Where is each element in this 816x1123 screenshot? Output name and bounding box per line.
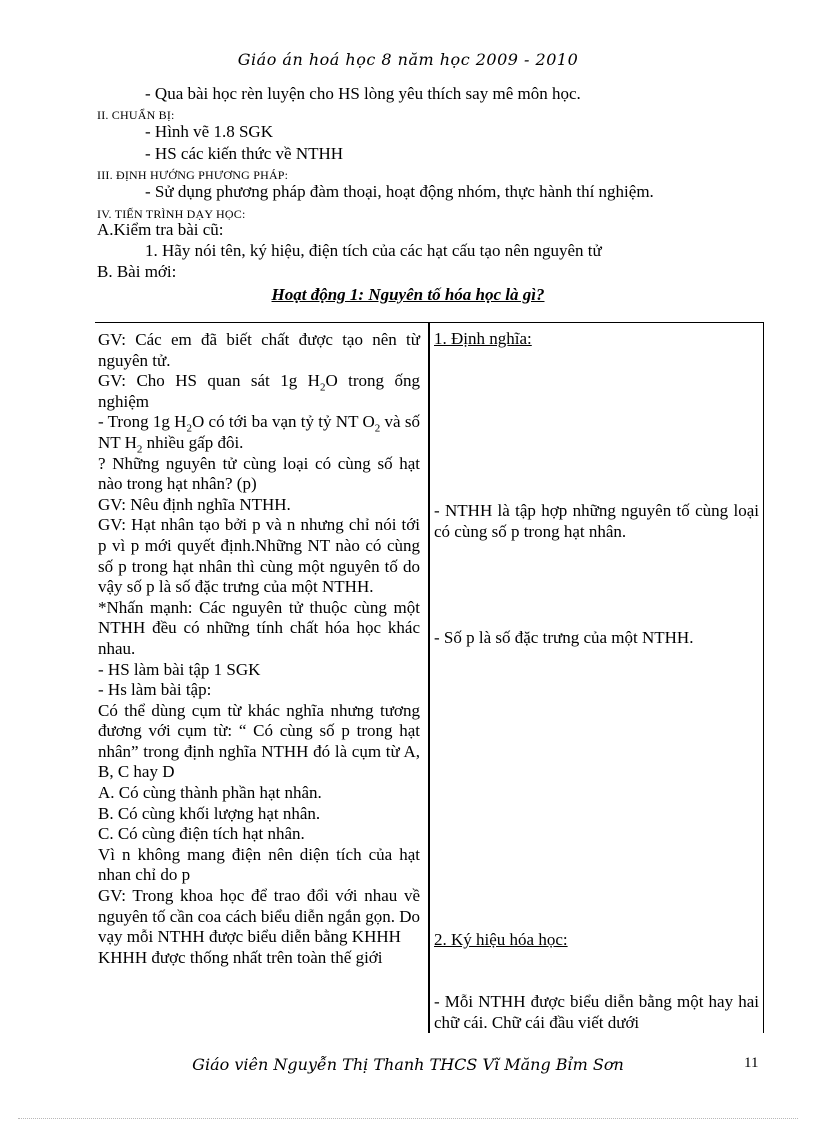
review-question: 1. Hãy nói tên, ký hiệu, điện tích của các hạt cấu tạo nên nguyên tử — [145, 241, 602, 260]
symbol-heading: 2. Ký hiệu hóa học: — [434, 930, 568, 949]
teacher-column — [98, 330, 420, 968]
section-heading-method: III. ĐỊNH HƯỚNG PHƯƠNG PHÁP: — [97, 168, 289, 182]
left-para: KHHH được thống nhất trên toàn thế giới — [98, 947, 383, 967]
left-para: GV: Hạt nhân tạo bởi p và n nhưng chỉ nói tới p vì p mới quyết định.Những NT nào có cùng số p trong hạt nhân thì cùng một nguyên tố do vậy số p là số đặc trưng của một NTHH. — [98, 515, 420, 597]
left-para: GV: Nêu định nghĩa NTHH. — [98, 494, 291, 514]
section-heading-process: IV. TIẾN TRÌNH DẠY HỌC: — [97, 207, 246, 221]
left-para: C. Có cùng điện tích hạt nhân. — [98, 824, 305, 844]
left-para: A. Có cùng thành phần hạt nhân. — [98, 783, 322, 803]
left-para: B. Có cùng khối lượng hạt nhân. — [98, 803, 321, 823]
method-item: - Sử dụng phương pháp đàm thoại, hoạt động nhóm, thực hành thí nghiệm. — [145, 182, 654, 201]
left-para: - HS làm bài tập 1 SGK — [98, 659, 261, 679]
page-footer: Giáo viên Nguyễn Thị Thanh THCS Vĩ Măng Bỉm Sơn — [192, 1055, 624, 1074]
left-para: GV: Trong khoa học để trao đổi với nhau về nguyên tố cần coa cách biểu diễn ngắn gọn. Do vạy mỗi NTHH được biểu diễn bằng KHHH — [98, 886, 420, 947]
left-para: *Nhấn mạnh: Các nguyên tử thuộc cùng một NTHH đều có những tính chất hóa học khác nhau. — [98, 597, 420, 658]
intro-line: - Qua bài học rèn luyện cho HS lòng yêu thích say mê môn học. — [145, 84, 581, 103]
prep-item-2: - HS các kiến thức về NTHH — [145, 144, 344, 163]
definition-text: - NTHH là tập hợp những nguyên tố cùng loại có cùng số p trong hạt nhân. — [434, 501, 759, 541]
page-edge-divider — [18, 1118, 798, 1119]
section-heading-prep: II. CHUẨN BỊ: — [97, 108, 175, 122]
characteristic-text: - Số p là số đặc trưng của một NTHH. — [434, 628, 694, 647]
left-para: Có thể dùng cụm từ khác nghĩa nhưng tương đương với cụm từ: “ Có cùng số p trong hạt nhân” trong định nghĩa NTHH đó là cụm từ A, B, C hay D — [98, 700, 420, 782]
left-para: GV: Các em đã biết chất được tạo nên từ nguyên tử. — [98, 330, 420, 370]
lesson-table — [95, 322, 764, 1033]
definition-heading: 1. Định nghĩa: — [434, 329, 532, 348]
column-divider — [428, 323, 430, 1033]
page-header: Giáo án hoá học 8 năm học 2009 - 2010 — [237, 50, 579, 69]
left-para: - Hs làm bài tập: — [98, 680, 212, 700]
prep-item-1: - Hình vẽ 1.8 SGK — [145, 122, 273, 141]
left-para: GV: Cho HS quan sát 1g $H_2O$ trong ống nghiệm — [98, 371, 420, 411]
left-para: Vì n không mang điện nên diện tích của hạt nhan chỉ do p — [98, 844, 420, 885]
activity-title: Hoạt động 1: Nguyên tố hóa học là gì? — [271, 285, 545, 304]
left-para: ? Những nguyên tử cùng loại có cùng số hạt nào trong hạt nhân? (p) — [98, 453, 420, 494]
symbol-text: - Mỗi NTHH được biểu diễn bằng một hay hai chữ cái. Chữ cái đầu viết dưới — [434, 992, 759, 1032]
part-b-heading: B. Bài mới: — [97, 262, 177, 281]
page-number: 11 — [744, 1055, 759, 1071]
left-para: - Trong 1g $H_2O$ có tới ba vạn tỷ tỷ NT $O_2$ và số NT $H_2$ nhiều gấp đôi. — [98, 412, 420, 456]
part-a-heading: A.Kiểm tra bài cũ: — [97, 220, 224, 239]
